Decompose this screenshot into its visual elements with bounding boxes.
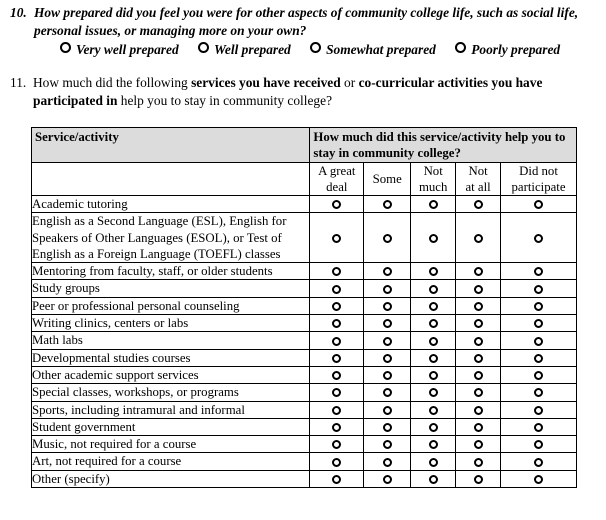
radio-button-icon[interactable]: [429, 475, 438, 484]
radio-button-icon[interactable]: [534, 200, 543, 209]
radio-button-icon[interactable]: [534, 388, 543, 397]
table-row: [32, 384, 577, 401]
rating-cell: [411, 418, 456, 435]
radio-button-icon[interactable]: [429, 337, 438, 346]
radio-button-icon[interactable]: [474, 302, 483, 311]
rating-cell: [456, 470, 501, 487]
radio-icon[interactable]: [310, 42, 321, 53]
table-row: [32, 401, 577, 418]
column-header-not-much: Not much: [411, 163, 456, 196]
radio-button-icon[interactable]: [383, 200, 392, 209]
question-10-options: [60, 41, 600, 59]
rating-cell: [501, 453, 577, 470]
table-row: [32, 280, 577, 297]
question-10-number: 10.: [10, 5, 27, 20]
radio-button-icon[interactable]: [429, 458, 438, 467]
blank-header-cell: [32, 163, 310, 196]
radio-button-icon[interactable]: [534, 234, 543, 243]
rating-cell: [364, 384, 411, 401]
radio-button-icon[interactable]: [534, 319, 543, 328]
radio-button-icon[interactable]: [534, 458, 543, 467]
radio-button-icon[interactable]: [383, 475, 392, 484]
radio-button-icon[interactable]: [332, 354, 341, 363]
table-row: [32, 196, 577, 213]
radio-button-icon[interactable]: [332, 440, 341, 449]
radio-button-icon[interactable]: [429, 200, 438, 209]
radio-button-icon[interactable]: [383, 388, 392, 397]
rating-cell: [456, 263, 501, 280]
rating-cell: [456, 196, 501, 213]
radio-button-icon[interactable]: [429, 388, 438, 397]
option-somewhat-prepared[interactable]: Somewhat prepared: [310, 41, 436, 59]
rating-cell: [456, 401, 501, 418]
radio-button-icon[interactable]: [383, 302, 392, 311]
radio-button-icon[interactable]: [383, 440, 392, 449]
column-header-not-at-all: Not at all: [456, 163, 501, 196]
rating-cell: [411, 436, 456, 453]
question-11-number: 11.: [10, 75, 27, 90]
rating-cell: [411, 401, 456, 418]
table-row: [32, 213, 577, 263]
radio-button-icon[interactable]: [474, 285, 483, 294]
rating-cell: [456, 213, 501, 263]
radio-button-icon[interactable]: [332, 475, 341, 484]
service-label: Study groups: [32, 280, 310, 297]
column-header-did-not-participate: Did not participate: [501, 163, 577, 196]
rating-cell: [456, 366, 501, 383]
option-poorly-prepared[interactable]: Poorly prepared: [455, 41, 560, 59]
radio-button-icon[interactable]: [429, 302, 438, 311]
radio-button-icon[interactable]: [474, 354, 483, 363]
rating-cell: [501, 401, 577, 418]
radio-button-icon[interactable]: [332, 267, 341, 276]
radio-button-icon[interactable]: [332, 319, 341, 328]
rating-cell: [501, 349, 577, 366]
radio-button-icon[interactable]: [474, 440, 483, 449]
rating-cell: [501, 436, 577, 453]
rating-cell: [364, 470, 411, 487]
rating-cell: [501, 332, 577, 349]
radio-button-icon[interactable]: [383, 458, 392, 467]
column-header-some: Some: [364, 163, 411, 196]
radio-icon[interactable]: [455, 42, 466, 53]
option-well-prepared[interactable]: Well prepared: [198, 41, 291, 59]
rating-cell: [364, 213, 411, 263]
table-row: [32, 332, 577, 349]
rating-cell: [310, 297, 364, 314]
radio-button-icon[interactable]: [332, 406, 341, 415]
rating-cell: [364, 263, 411, 280]
service-label: Other (specify): [32, 470, 310, 487]
radio-button-icon[interactable]: [332, 200, 341, 209]
service-label: Art, not required for a course: [32, 453, 310, 470]
radio-button-icon[interactable]: [332, 388, 341, 397]
radio-button-icon[interactable]: [429, 371, 438, 380]
radio-button-icon[interactable]: [534, 337, 543, 346]
service-label: Mentoring from faculty, staff, or older students: [32, 263, 310, 280]
radio-button-icon[interactable]: [383, 354, 392, 363]
table-row: [32, 315, 577, 332]
rating-cell: [310, 349, 364, 366]
service-label: Math labs: [32, 332, 310, 349]
radio-button-icon[interactable]: [474, 423, 483, 432]
rating-cell: [310, 366, 364, 383]
radio-button-icon[interactable]: [534, 440, 543, 449]
rating-cell: [501, 315, 577, 332]
table-row: [32, 263, 577, 280]
radio-button-icon[interactable]: [383, 234, 392, 243]
rating-cell: [310, 470, 364, 487]
rating-cell: [411, 470, 456, 487]
radio-button-icon[interactable]: [383, 406, 392, 415]
radio-button-icon[interactable]: [383, 371, 392, 380]
rating-cell: [364, 349, 411, 366]
rating-cell: [411, 332, 456, 349]
question-11-text: How much did the following services you have received or co-curricular activities you have participated in help you to stay in community college?: [33, 75, 543, 108]
rating-cell: [411, 366, 456, 383]
radio-button-icon[interactable]: [474, 406, 483, 415]
rating-cell: [364, 332, 411, 349]
radio-button-icon[interactable]: [474, 388, 483, 397]
service-label: Developmental studies courses: [32, 349, 310, 366]
question-10-text: How prepared did you feel you were for other aspects of community college life, such as social life, personal issues, or managing more on your own?: [34, 5, 579, 38]
radio-button-icon[interactable]: [534, 406, 543, 415]
radio-button-icon[interactable]: [474, 371, 483, 380]
service-label: Academic tutoring: [32, 196, 310, 213]
radio-button-icon[interactable]: [429, 440, 438, 449]
rating-cell: [364, 280, 411, 297]
radio-button-icon[interactable]: [534, 302, 543, 311]
service-label: English as a Second Language (ESL), English for Speakers of Other Languages (ESOL), or Test of English as a Foreign Language (TOEFL) classes: [32, 213, 310, 263]
rating-cell: [310, 315, 364, 332]
service-label: Other academic support services: [32, 366, 310, 383]
radio-button-icon[interactable]: [534, 371, 543, 380]
services-table: [31, 127, 577, 488]
rating-cell: [501, 297, 577, 314]
rating-cell: [310, 196, 364, 213]
radio-button-icon[interactable]: [332, 458, 341, 467]
rating-cell: [411, 384, 456, 401]
rating-cell: [364, 453, 411, 470]
radio-button-icon[interactable]: [332, 302, 341, 311]
rating-cell: [364, 196, 411, 213]
rating-cell: [364, 366, 411, 383]
radio-button-icon[interactable]: [534, 354, 543, 363]
rating-cell: [411, 196, 456, 213]
service-label: Student government: [32, 418, 310, 435]
rating-cell: [411, 263, 456, 280]
radio-button-icon[interactable]: [534, 267, 543, 276]
radio-button-icon[interactable]: [534, 423, 543, 432]
radio-button-icon[interactable]: [474, 319, 483, 328]
option-very-well-prepared[interactable]: Very well prepared: [60, 41, 179, 59]
rating-cell: [456, 349, 501, 366]
rating-cell: [456, 280, 501, 297]
radio-button-icon[interactable]: [332, 337, 341, 346]
radio-button-icon[interactable]: [429, 234, 438, 243]
rating-cell: [310, 384, 364, 401]
rating-cell: [411, 280, 456, 297]
rating-cell: [501, 213, 577, 263]
radio-button-icon[interactable]: [332, 423, 341, 432]
rating-cell: [456, 453, 501, 470]
service-label: Peer or professional personal counseling: [32, 297, 310, 314]
rating-cell: [364, 297, 411, 314]
service-label: Writing clinics, centers or labs: [32, 315, 310, 332]
rating-cell: [501, 418, 577, 435]
radio-button-icon[interactable]: [332, 234, 341, 243]
rating-cell: [501, 470, 577, 487]
service-label: Music, not required for a course: [32, 436, 310, 453]
service-column-header: Service/activity: [32, 128, 310, 163]
radio-icon[interactable]: [60, 42, 71, 53]
radio-button-icon[interactable]: [534, 475, 543, 484]
rating-cell: [310, 280, 364, 297]
rating-cell: [456, 332, 501, 349]
service-label: Sports, including intramural and informal: [32, 401, 310, 418]
rating-cell: [364, 401, 411, 418]
radio-button-icon[interactable]: [429, 267, 438, 276]
rating-cell: [456, 315, 501, 332]
rating-cell: [501, 384, 577, 401]
rating-cell: [501, 280, 577, 297]
radio-button-icon[interactable]: [429, 285, 438, 294]
question-10: [10, 4, 600, 59]
radio-button-icon[interactable]: [429, 423, 438, 432]
rating-header-row: [32, 163, 577, 196]
rating-cell: [456, 418, 501, 435]
rating-cell: [310, 332, 364, 349]
radio-button-icon[interactable]: [429, 406, 438, 415]
table-header-row: [32, 128, 577, 163]
radio-button-icon[interactable]: [383, 285, 392, 294]
rating-cell: [501, 263, 577, 280]
rating-cell: [456, 384, 501, 401]
radio-button-icon[interactable]: [474, 267, 483, 276]
radio-button-icon[interactable]: [332, 285, 341, 294]
table-row: [32, 470, 577, 487]
rating-cell: [310, 263, 364, 280]
rating-cell: [411, 315, 456, 332]
rating-cell: [364, 436, 411, 453]
radio-button-icon[interactable]: [474, 200, 483, 209]
radio-button-icon[interactable]: [474, 337, 483, 346]
radio-button-icon[interactable]: [429, 354, 438, 363]
question-column-header: How much did this service/activity help you to stay in community college?: [310, 128, 577, 163]
rating-cell: [411, 297, 456, 314]
radio-button-icon[interactable]: [332, 371, 341, 380]
rating-cell: [364, 418, 411, 435]
rating-cell: [456, 297, 501, 314]
rating-cell: [364, 315, 411, 332]
radio-button-icon[interactable]: [534, 285, 543, 294]
radio-button-icon[interactable]: [383, 319, 392, 328]
table-row: [32, 297, 577, 314]
radio-button-icon[interactable]: [474, 234, 483, 243]
radio-button-icon[interactable]: [383, 423, 392, 432]
radio-button-icon[interactable]: [383, 267, 392, 276]
rating-cell: [310, 418, 364, 435]
service-label: Special classes, workshops, or programs: [32, 384, 310, 401]
rating-cell: [310, 436, 364, 453]
rating-cell: [310, 453, 364, 470]
radio-button-icon[interactable]: [474, 458, 483, 467]
table-row: [32, 436, 577, 453]
rating-cell: [456, 436, 501, 453]
rating-cell: [411, 453, 456, 470]
radio-button-icon[interactable]: [429, 319, 438, 328]
rating-cell: [501, 366, 577, 383]
radio-button-icon[interactable]: [474, 475, 483, 484]
rating-cell: [310, 213, 364, 263]
radio-button-icon[interactable]: [383, 337, 392, 346]
rating-cell: [411, 349, 456, 366]
table-row: [32, 418, 577, 435]
question-11: [10, 74, 600, 110]
rating-cell: [310, 401, 364, 418]
table-row: [32, 453, 577, 470]
radio-icon[interactable]: [198, 42, 209, 53]
table-row: [32, 366, 577, 383]
table-row: [32, 349, 577, 366]
rating-cell: [411, 213, 456, 263]
column-header-a-great-deal: A great deal: [310, 163, 364, 196]
rating-cell: [501, 196, 577, 213]
